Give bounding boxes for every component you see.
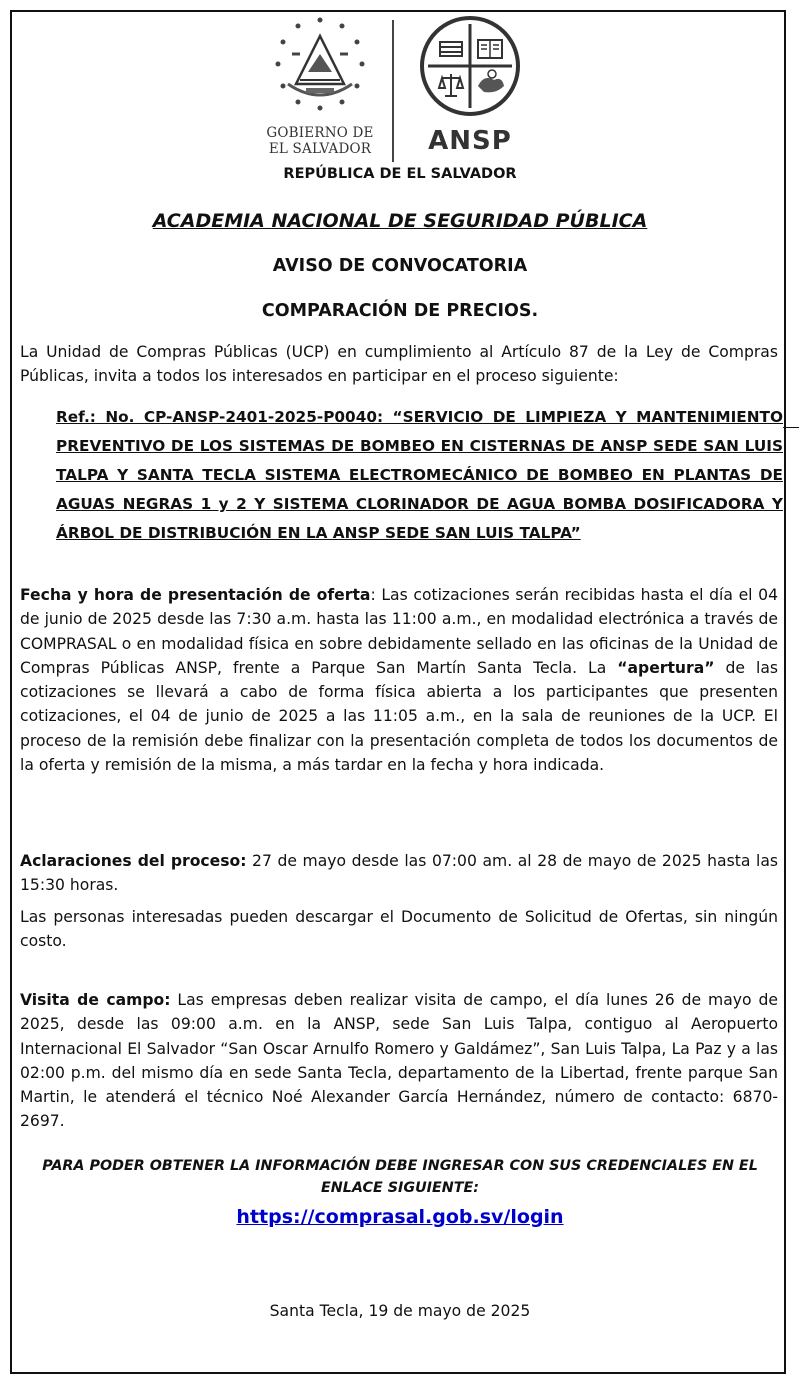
ansp-seal-icon [418, 14, 522, 118]
coat-of-arms-icon [270, 14, 370, 124]
aviso-heading: AVISO DE CONVOCATORIA [272, 256, 528, 276]
comparacion-heading: COMPARACIÓN DE PRECIOS. [261, 301, 539, 321]
reference-title: Ref.: No. CP-ANSP-2401-2025-P0040: “SERVICIO DE LIMPIEZA Y MANTENIMIENTO PREVENTIVO DE LOS SISTEMAS DE BOMBEO EN CISTERNAS DE ANSP SEDE SAN LUIS TALPA Y SANTA TECLA SISTEMA ELECTROMECÁNICO DE BOMBEO EN PLANTAS DE AGUAS NEGRAS 1 y 2 Y SISTEMA CLORINADOR DE AGUA BOMBA DOSIFICADORA Y ÁRBOL DE DISTRIBUCIÓN EN LA ANSP SEDE SAN LUIS TALPA” [56, 408, 783, 542]
ansp-logo-text: ANSP [428, 126, 512, 156]
gobierno-logo [260, 14, 380, 164]
ansp-logo [410, 14, 530, 164]
gobierno-line2: EL SALVADOR [268, 141, 372, 157]
fecha-paragraph [20, 583, 778, 777]
fecha-text-2: de las cotizaciones se llevará a cabo de forma física abierta a los participantes que presenten cotizaciones, el 04 de junio de 2025 a las 11:05 a.m., en la sala de reuniones de la UCP. El proceso de la remisión debe finalizar con la presentación completa de todos los documentos de la oferta y remisión de la misma, a más tardar en la fecha y hora indicada. [20, 658, 778, 775]
visita-text: Las empresas deben realizar visita de campo, el día lunes 26 de mayo de 2025, desde las 09:00 a.m. en la ANSP, sede San Luis Talpa, contiguo al Aeropuerto Internacional El Salvador “San Oscar Arnulfo Romero y Galdámez”, San Luis Talpa, La Paz y a las 02:00 p.m. del mismo día en sede Santa Tecla, departamento de la Libertad, frente parque San Martin, le atenderá el técnico Noé Alexander García Hernández, número de contacto: 6870-2697. [20, 991, 778, 1131]
apertura-word: “apertura” [617, 658, 715, 677]
aclaraciones-label: Aclaraciones del proceso: [20, 852, 247, 870]
header-logos [260, 14, 540, 164]
reference-underline-extension [783, 427, 799, 428]
gobierno-line1: GOBIERNO DE [266, 125, 374, 141]
academia-title: ACADEMIA NACIONAL DE SEGURIDAD PÚBLICA [152, 210, 648, 232]
credenciales-notice: PARA PODER OBTENER LA INFORMACIÓN DEBE INGRESAR CON SUS CREDENCIALES EN EL ENLACE SIGUIENTE: [42, 1158, 758, 1196]
fecha-text-1: : Las cotizaciones serán recibidas hasta el día el 04 de junio de 2025 desde las 7:30 a.m. hasta las 11:00 a.m., en modalidad electrónica a través de COMPRASAL o en modalidad física en sobre debidamente sellado en las oficinas de la Unidad de Compras Públicas ANSP, frente a Parque San Martín Santa Tecla. La [20, 586, 778, 677]
place-date: Santa Tecla, 19 de mayo de 2025 [269, 1302, 531, 1320]
aclaraciones-paragraph [20, 849, 778, 898]
intro-paragraph: La Unidad de Compras Públicas (UCP) en cumplimiento al Artículo 87 de la Ley de Compras Públicas, invita a todos los interesados en participar en el proceso siguiente: [20, 343, 778, 385]
aclaraciones-text: 27 de mayo desde las 07:00 am. al 28 de mayo de 2025 hasta las 15:30 horas. [20, 852, 778, 895]
logo-divider [392, 20, 394, 162]
comprasal-login-link[interactable]: https://comprasal.gob.sv/login [236, 1206, 564, 1228]
republica-heading: REPÚBLICA DE EL SALVADOR [283, 166, 517, 182]
fecha-label: Fecha y hora de presentación de oferta [20, 586, 371, 604]
descarga-paragraph: Las personas interesadas pueden descargar el Documento de Solicitud de Ofertas, sin ningún costo. [20, 908, 778, 951]
visita-label: Visita de campo: [20, 991, 171, 1009]
visita-paragraph [20, 988, 778, 1134]
